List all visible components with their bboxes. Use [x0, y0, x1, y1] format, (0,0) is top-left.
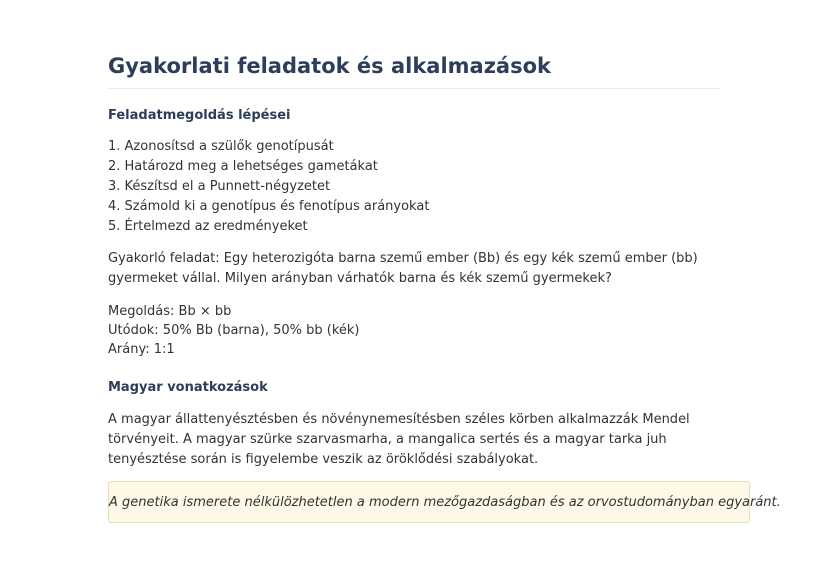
step-item: 5. Értelmezd az eredményeket: [108, 219, 308, 234]
hungarian-heading: Magyar vonatkozások: [108, 380, 268, 395]
solution-block: [108, 302, 744, 359]
solution-line: Utódok: 50% Bb (barna), 50% bb (kék): [108, 323, 360, 338]
step-item: 4. Számold ki a genotípus és fenotípus arányokat: [108, 199, 430, 214]
page-title: Gyakorlati feladatok és alkalmazások: [108, 54, 551, 78]
step-item: 3. Készítsd el a Punnett-négyzetet: [108, 179, 331, 194]
step-item: 2. Határozd meg a lehetséges gametákat: [108, 159, 378, 174]
steps-heading: Feladatmegoldás lépései: [108, 108, 291, 123]
step-item: 1. Azonosítsd a szülők genotípusát: [108, 139, 334, 154]
steps-list: [108, 137, 429, 237]
hungarian-paragraph: A magyar állattenyésztésben és növénynemesítésben széles körben alkalmazzák Mendel törvényeit. A magyar szürke szarvasmarha, a mangalica sertés és a magyar tarka juh tenyésztése során is figyelembe veszik az öröklődési szabályokat.: [108, 412, 690, 467]
solution-line: Arány: 1:1: [108, 342, 175, 357]
solution-line: Megoldás: Bb × bb: [108, 304, 232, 319]
title-divider: [108, 88, 720, 89]
exercise-paragraph: Gyakorló feladat: Egy heterozigóta barna szemű ember (Bb) és egy kék szemű ember (bb) gyermeket vállal. Milyen arányban várhatók barna és kék szemű gyermekek?: [108, 251, 698, 286]
note-box: A genetika ismerete nélkülözhetetlen a modern mezőgazdaságban és az orvostudományban egyaránt.: [108, 481, 750, 523]
